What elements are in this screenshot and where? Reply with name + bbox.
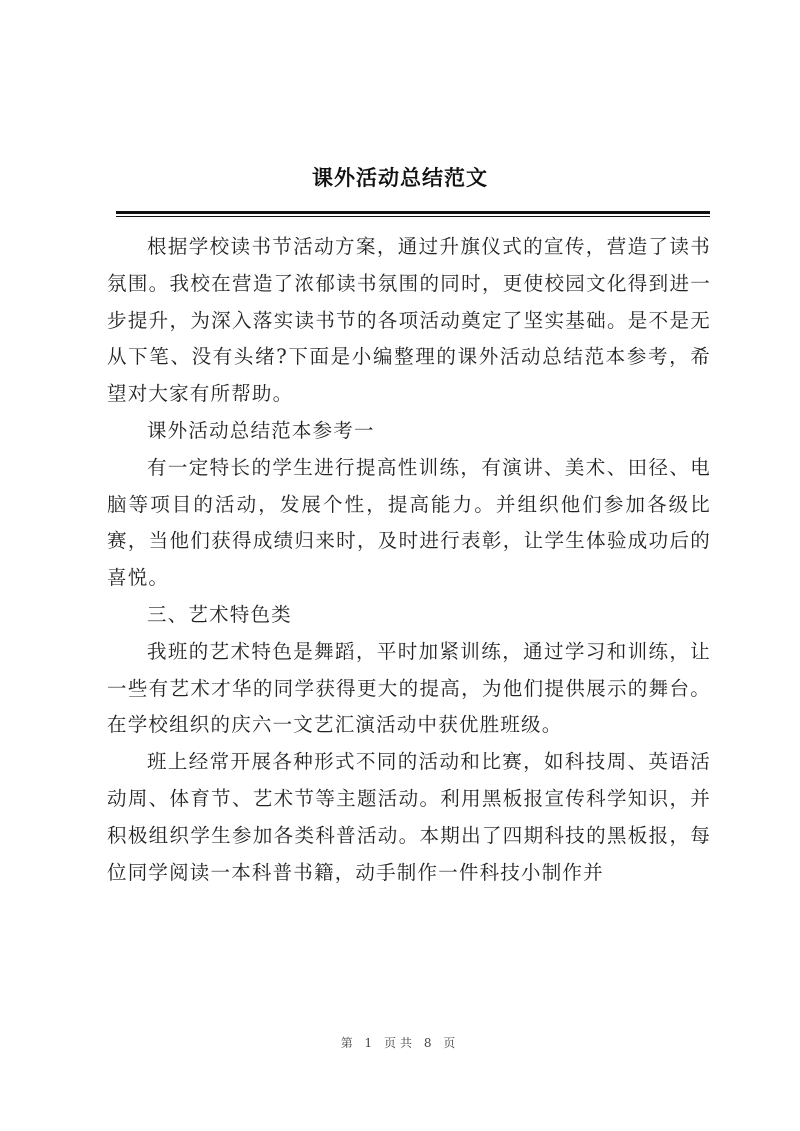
paragraph-intro: 根据学校读书节活动方案，通过升旗仪式的宣传，营造了读书氛围。我校在营造了浓郁读书氛围的同时，更使校园文化得到进一步提升，为深入落实读书节的各项活动奠定了坚实基础。是不是无从下笔、没有头绪?下面是小编整理的课外活动总结范本参考，希望对大家有所帮助。 — [107, 235, 711, 406]
document-body — [107, 229, 711, 891]
document-title: 课外活动总结范文 — [312, 166, 488, 190]
paragraph-heading-art: 三、艺术特色类 — [146, 602, 292, 626]
page-footer: 第 1 页共 8 页 — [340, 1036, 460, 1050]
title-divider — [116, 211, 710, 214]
paragraph-activities: 班上经常开展各种形式不同的活动和比赛，如科技周、英语活动周、体育节、艺术节等主题活动。利用黑板报宣传科学知识，并积极组织学生参加各类科普活动。本期出了四期科技的黑板报，每位同学阅读一本科普书籍，动手制作一件科技小制作并 — [107, 750, 711, 884]
paragraph-talent-training: 有一定特长的学生进行提高性训练，有演讲、美术、田径、电脑等项目的活动，发展个性，提高能力。并组织他们参加各级比赛，当他们获得成绩归来时，及时进行表彰，让学生体验成功后的喜悦。 — [107, 455, 711, 590]
paragraph-dance: 我班的艺术特色是舞蹈，平时加紧训练，通过学习和训练，让一些有艺术才华的同学获得更大的提高，为他们提供展示的舞台。在学校组织的庆六一文艺汇演活动中获优胜班级。 — [107, 639, 711, 737]
paragraph-heading-sample-one: 课外活动总结范本参考一 — [146, 418, 375, 442]
title-divider-thin — [116, 216, 710, 217]
